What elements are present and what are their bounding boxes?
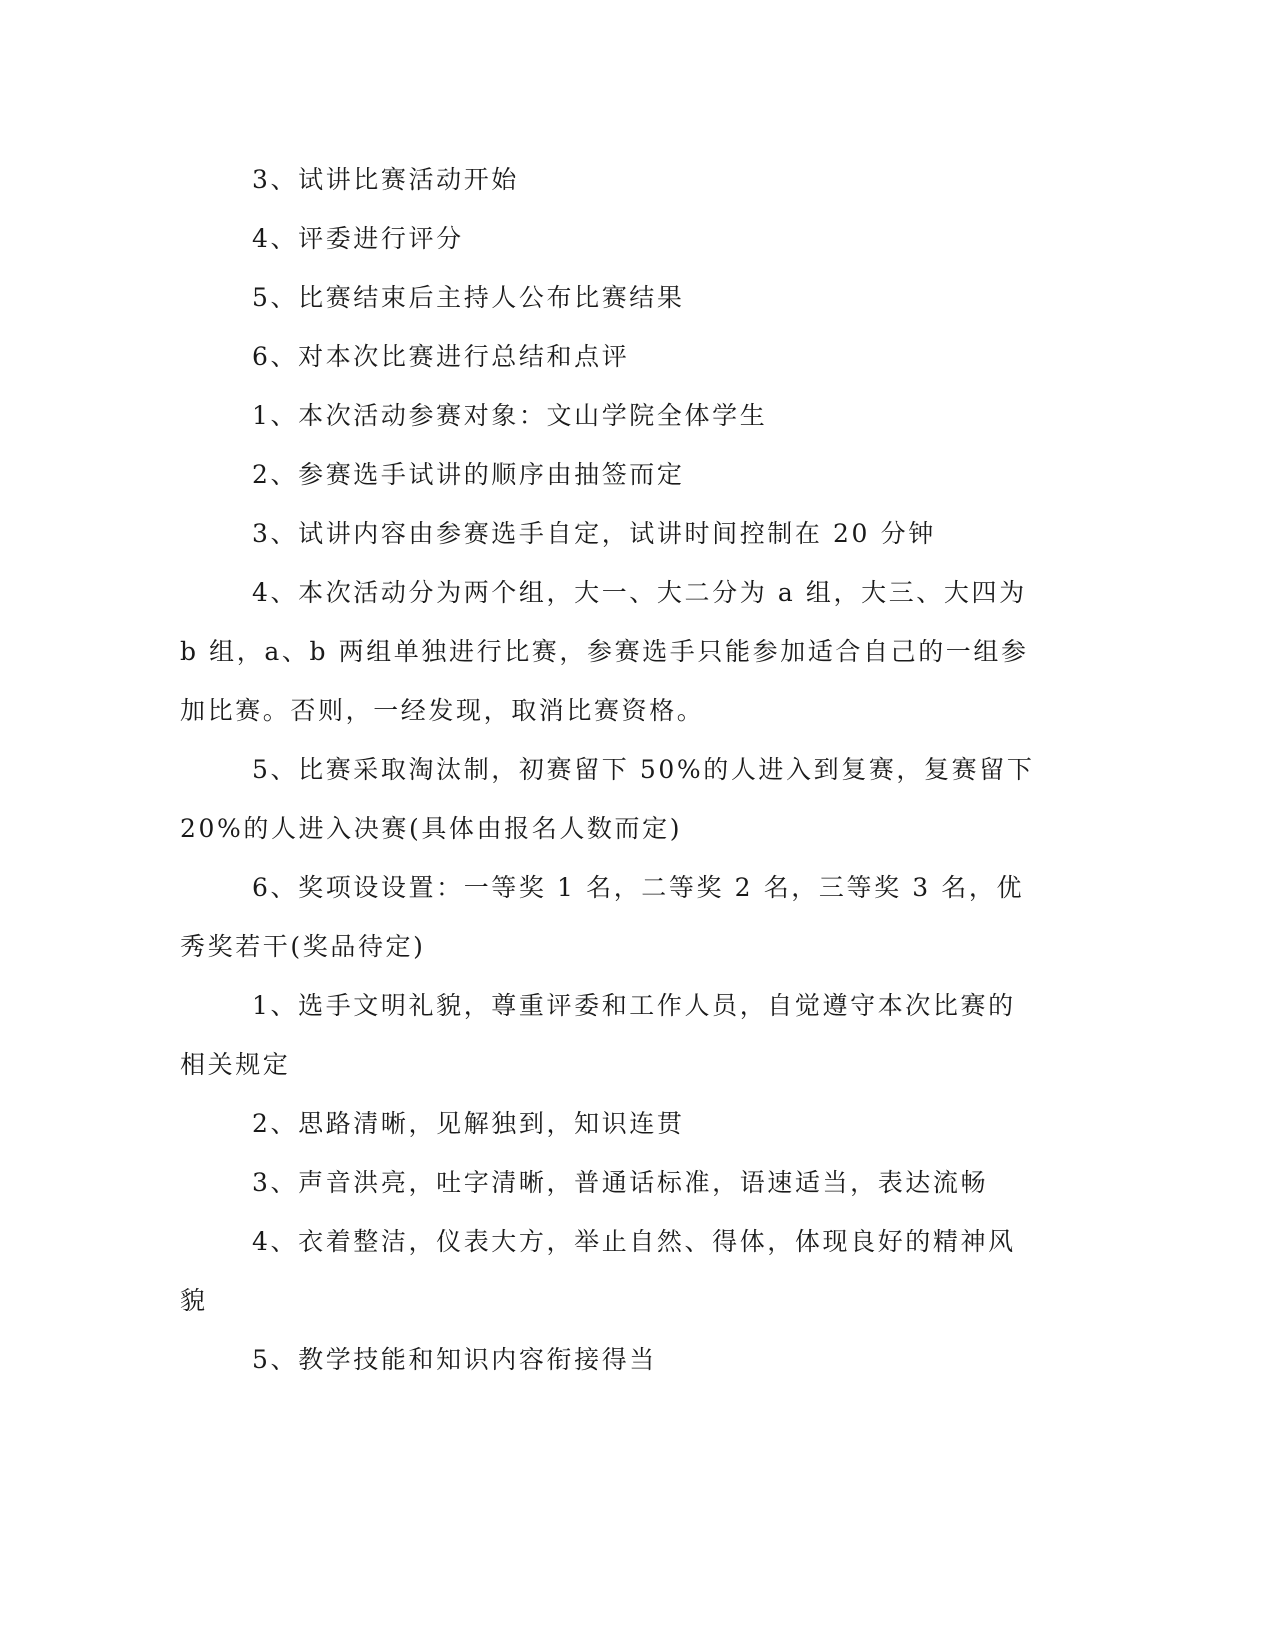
paragraph: 3、试讲比赛活动开始 xyxy=(252,165,519,194)
paragraph: 4、本次活动分为两个组，大一、大二分为 a 组，大三、大四为 b 组，a、b 两组单独进行比赛，参赛选手只能参加适合自己的一组参加比赛。否则，一经发现，取消比赛资格。 xyxy=(180,578,1029,725)
paragraph: 1、本次活动参赛对象：文山学院全体学生 xyxy=(252,401,768,430)
paragraph: 5、比赛采取淘汰制，初赛留下 50%的人进入到复赛，复赛留下 20%的人进入决赛(具体由报名人数而定) xyxy=(180,755,1035,843)
document-body xyxy=(180,150,1040,1389)
paragraph: 1、选手文明礼貌，尊重评委和工作人员，自觉遵守本次比赛的相关规定 xyxy=(180,991,1016,1079)
paragraph: 4、评委进行评分 xyxy=(252,224,464,253)
paragraph: 3、试讲内容由参赛选手自定，试讲时间控制在 20 分钟 xyxy=(252,519,936,548)
paragraph: 4、衣着整洁，仪表大方，举止自然、得体，体现良好的精神风貌 xyxy=(180,1227,1016,1315)
paragraph: 3、声音洪亮，吐字清晰，普通话标准，语速适当，表达流畅 xyxy=(252,1168,989,1197)
paragraph: 5、比赛结束后主持人公布比赛结果 xyxy=(252,283,685,312)
paragraph: 2、思路清晰，见解独到，知识连贯 xyxy=(252,1109,685,1138)
paragraph: 6、奖项设设置：一等奖 1 名，二等奖 2 名，三等奖 3 名，优秀奖若干(奖品待定) xyxy=(180,873,1025,961)
paragraph: 2、参赛选手试讲的顺序由抽签而定 xyxy=(252,460,685,489)
paragraph: 6、对本次比赛进行总结和点评 xyxy=(252,342,630,371)
paragraph: 5、教学技能和知识内容衔接得当 xyxy=(252,1345,657,1374)
